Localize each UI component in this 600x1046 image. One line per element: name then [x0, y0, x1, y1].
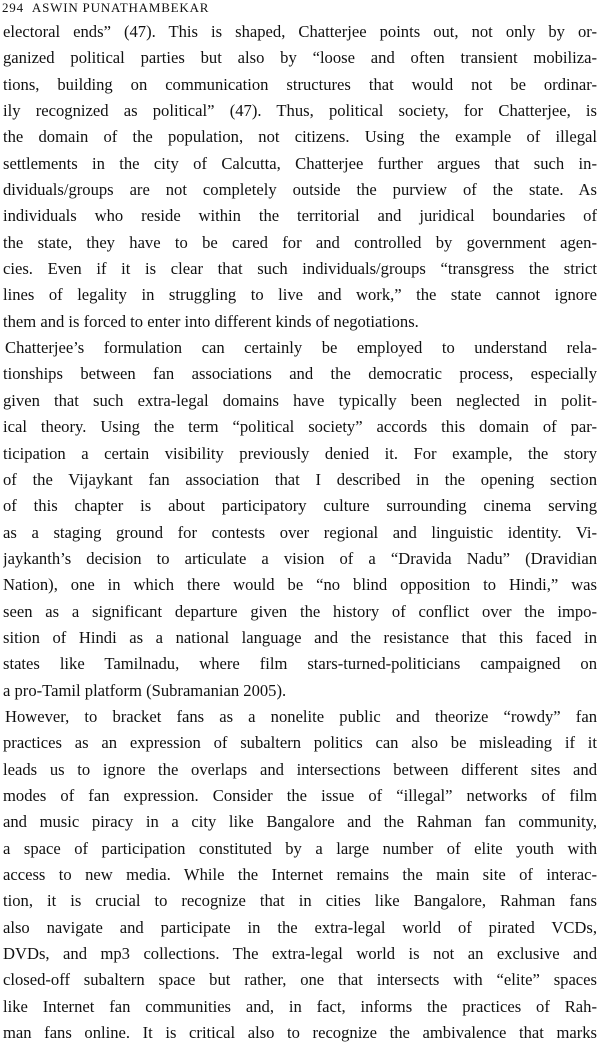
text-line: access to new media. While the Internet remains the main site of interac-	[3, 865, 597, 884]
text-line: and music piracy in a city like Bangalore and the Rahman fan community,	[3, 812, 597, 832]
text-line: like Internet fan communities and, in fact, informs the practices of Rah-	[3, 996, 597, 1016]
text-line: them and is forced to enter into different kinds of negotiations.	[3, 311, 419, 331]
text-line: Chatterjee’s formulation can certainly be employed to understand rela-	[5, 338, 597, 358]
text-line: ganized political parties but also by “loose and often transient mobiliza-	[3, 48, 597, 68]
text-line: tion, it is crucial to recognize that in cities like Bangalore, Rahman fans	[3, 891, 597, 911]
text-line: dividuals/groups are not completely outside the purview of the state. As	[3, 180, 597, 200]
page-number: 294	[2, 0, 24, 15]
text-line: the domain of the population, not citizens. Using the example of illegal	[3, 127, 597, 147]
paragraph	[3, 335, 597, 704]
text-line: ticipation a certain visibility previously denied it. For example, the story	[3, 443, 597, 463]
running-head-author: ASWIN PUNATHAMBEKAR	[31, 0, 210, 15]
text-line: of this chapter is about participatory culture surrounding cinema serving	[3, 496, 597, 516]
text-line: seen as a significant departure given the history of conflict over the impo-	[3, 601, 597, 621]
text-line: settlements in the city of Calcutta, Chatterjee further argues that such in-	[3, 153, 597, 173]
text-line: tionships between fan associations and the democratic process, especially	[3, 364, 597, 384]
text-line: closed-off subaltern space but rather, one that intersects with “elite” spaces	[3, 970, 597, 990]
text-line: Nation), one in which there would be “no blind opposition to Hindi,” was	[3, 575, 597, 595]
text-line: as a staging ground for contests over regional and linguistic identity. Vi-	[3, 522, 597, 542]
text-line: leads us to ignore the overlaps and intersections between different sites and	[3, 759, 597, 779]
text-line: tions, building on communication structures that would not be ordinar-	[3, 74, 597, 94]
text-line: practices as an expression of subaltern politics can also be misleading if it	[3, 733, 597, 753]
paragraph	[3, 704, 597, 1046]
text-line: ily recognized as political” (47). Thus, political society, for Chatterjee, is	[3, 101, 597, 121]
text-line: ical theory. Using the term “political society” accords this domain of par-	[3, 417, 597, 437]
text-line: man fans online. It is critical also to recognize the ambivalence that marks	[3, 1023, 597, 1043]
text-line: modes of fan expression. Consider the issue of “illegal” networks of film	[3, 785, 597, 805]
body-text	[3, 19, 597, 1046]
text-line: given that such extra-legal domains have typically been neglected in polit-	[3, 390, 597, 410]
text-line: of the Vijaykant fan association that I described in the opening section	[3, 469, 597, 489]
paragraph	[3, 19, 597, 335]
text-line: DVDs, and mp3 collections. The extra-legal world is not an exclusive and	[3, 944, 597, 964]
text-line: cies. Even if it is clear that such individuals/groups “transgress the strict	[3, 259, 597, 279]
text-line: the state, they have to be cared for and controlled by government agen-	[3, 232, 597, 252]
text-line: lines of legality in struggling to live and work,” the state cannot ignore	[3, 285, 597, 305]
text-line: states like Tamilnadu, where film stars-turned-politicians campaigned on	[3, 654, 597, 674]
text-line: a space of participation constituted by a large number of elite youth with	[3, 838, 597, 858]
text-line: However, to bracket fans as a nonelite public and theorize “rowdy” fan	[5, 706, 597, 726]
text-line: individuals who reside within the territorial and juridical boundaries of	[3, 206, 597, 226]
text-line: sition of Hindi as a national language and the resistance that this faced in	[3, 627, 597, 647]
running-head	[2, 0, 209, 16]
text-line: also navigate and participate in the extra-legal world of pirated VCDs,	[3, 917, 597, 937]
text-line: jaykanth’s decision to articulate a vision of a “Dravida Nadu” (Dravidian	[3, 548, 597, 568]
text-line: a pro-Tamil platform (Subramanian 2005).	[3, 680, 287, 700]
text-line: electoral ends” (47). This is shaped, Chatterjee points out, not only by or-	[3, 22, 597, 41]
